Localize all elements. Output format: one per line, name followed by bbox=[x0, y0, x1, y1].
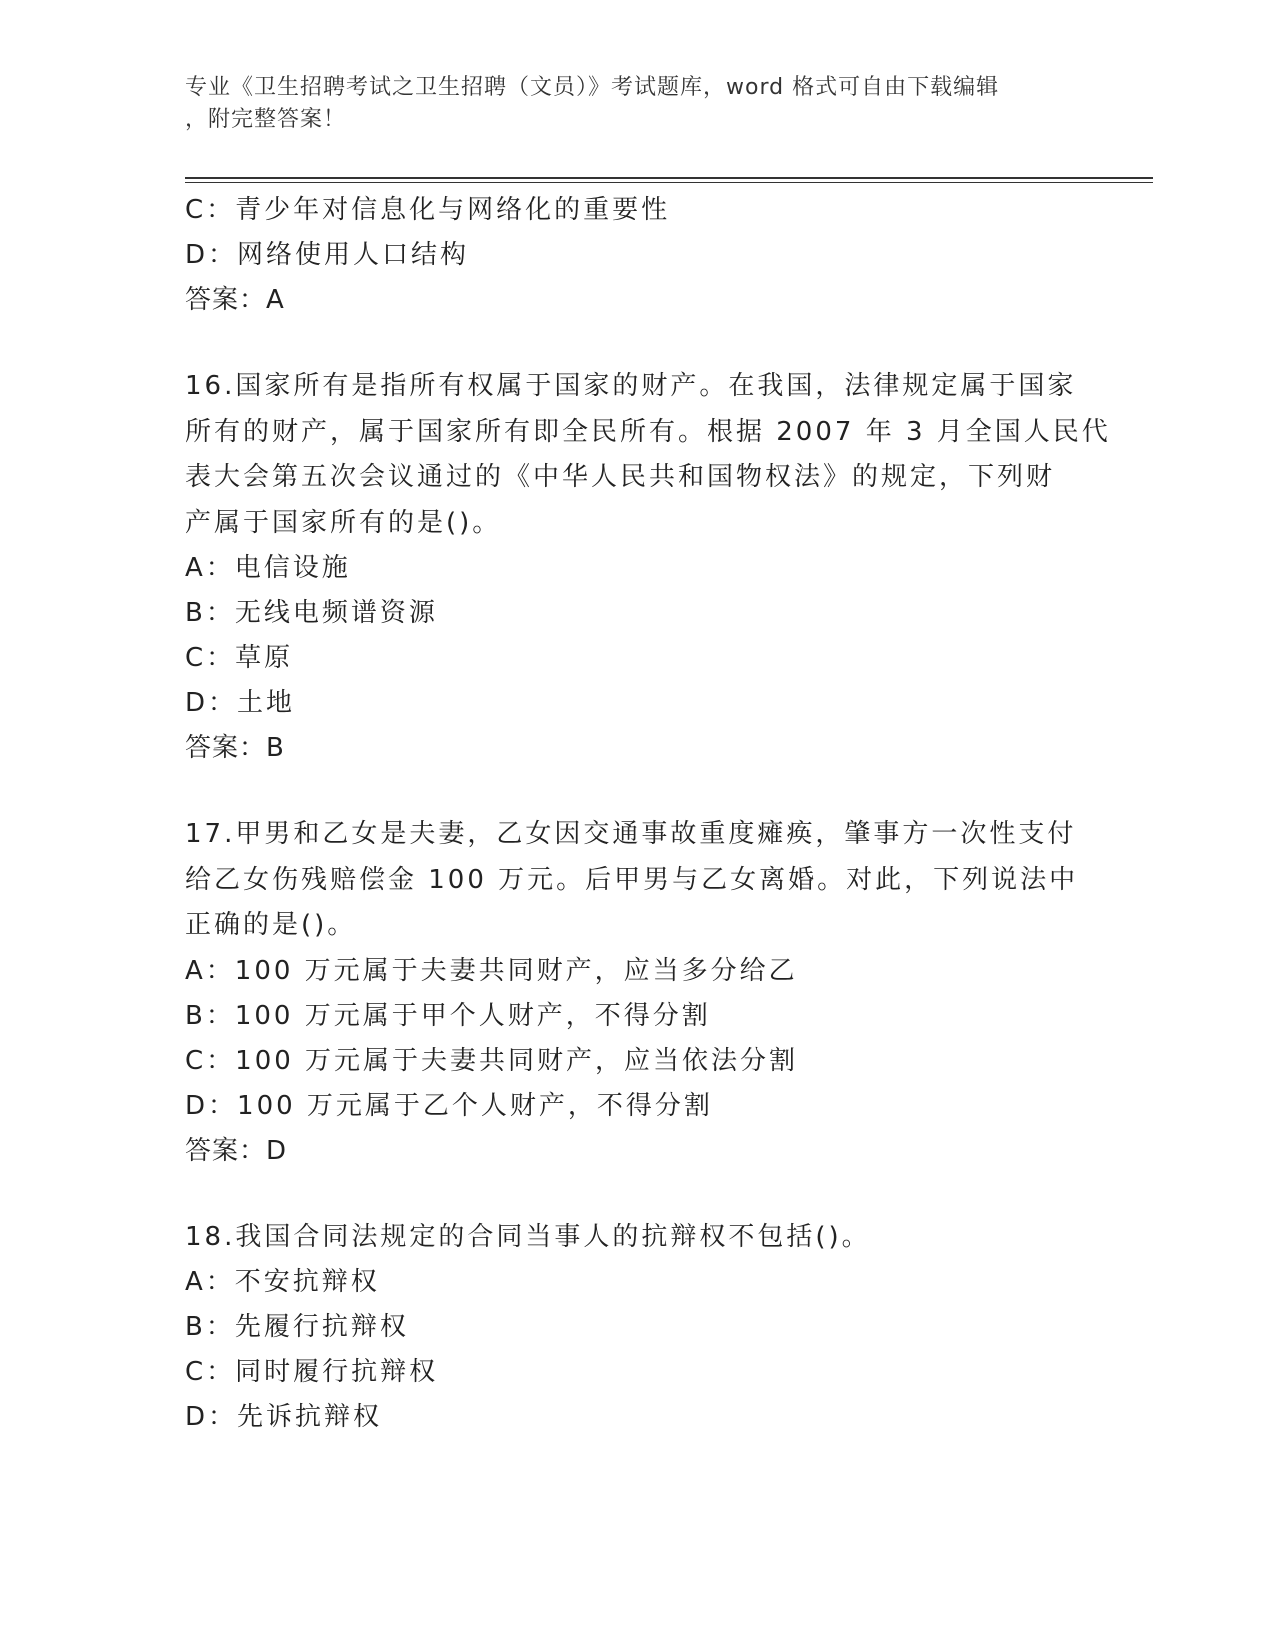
question-stem-line: 所有的财产，属于国家所有即全民所有。根据 2007 年 3 月全国人民代 bbox=[185, 416, 1111, 447]
option-c: C：青少年对信息化与网络化的重要性 bbox=[185, 195, 671, 225]
option-b: B：100 万元属于甲个人财产，不得分割 bbox=[185, 1000, 711, 1031]
header-rule-thick bbox=[185, 177, 1153, 179]
spacer bbox=[185, 323, 1085, 364]
option-c: C：草原 bbox=[185, 643, 294, 673]
question-stem-line: 正确的是()。 bbox=[185, 910, 357, 940]
header-note bbox=[185, 72, 1085, 136]
option-a: A：100 万元属于夫妻共同财产，应当多分给乙 bbox=[185, 955, 798, 986]
option-c: C：100 万元属于夫妻共同财产，应当依法分割 bbox=[185, 1045, 799, 1076]
option-d: D：100 万元属于乙个人财产，不得分割 bbox=[185, 1090, 713, 1121]
answer-line: 答案：A bbox=[185, 285, 285, 315]
option-a: A：电信设施 bbox=[185, 553, 351, 583]
question-15 bbox=[185, 188, 1085, 323]
spacer bbox=[185, 1174, 1085, 1215]
header-line-1: 专业《卫生招聘考试之卫生招聘（文员）》考试题库，word 格式可自由下载编辑 bbox=[185, 75, 1000, 100]
question-stem-line: 18.我国合同法规定的合同当事人的抗辩权不包括()。 bbox=[185, 1221, 871, 1252]
option-a: A：不安抗辩权 bbox=[185, 1267, 380, 1297]
question-stem-line: 给乙女伤残赔偿金 100 万元。后甲男与乙女离婚。对此，下列说法中 bbox=[185, 864, 1079, 895]
question-stem-line: 17.甲男和乙女是夫妻，乙女因交通事故重度瘫痪，肇事方一次性支付 bbox=[185, 819, 1077, 849]
spacer bbox=[185, 771, 1085, 812]
question-18 bbox=[185, 1215, 1085, 1441]
header-line-2: ，附完整答案！ bbox=[185, 107, 347, 132]
option-b: B：先履行抗辩权 bbox=[185, 1312, 409, 1342]
option-d: D：土地 bbox=[185, 688, 296, 718]
option-c: C：同时履行抗辩权 bbox=[185, 1357, 439, 1387]
option-d: D：先诉抗辩权 bbox=[185, 1402, 383, 1432]
question-content bbox=[185, 188, 1111, 1440]
question-stem-line: 产属于国家所有的是()。 bbox=[185, 507, 502, 538]
option-d: D：网络使用人口结构 bbox=[185, 240, 470, 270]
option-b: B：无线电频谱资源 bbox=[185, 598, 438, 628]
question-stem-line: 16.国家所有是指所有权属于国家的财产。在我国，法律规定属于国家 bbox=[185, 371, 1077, 401]
answer-line: 答案：D bbox=[185, 1135, 288, 1166]
header-rule-thin bbox=[185, 182, 1153, 183]
question-17 bbox=[185, 812, 1085, 1174]
question-16 bbox=[185, 364, 1111, 771]
answer-line: 答案：B bbox=[185, 733, 285, 763]
question-stem-line: 表大会第五次会议通过的《中华人民共和国物权法》的规定，下列财 bbox=[185, 462, 1056, 492]
